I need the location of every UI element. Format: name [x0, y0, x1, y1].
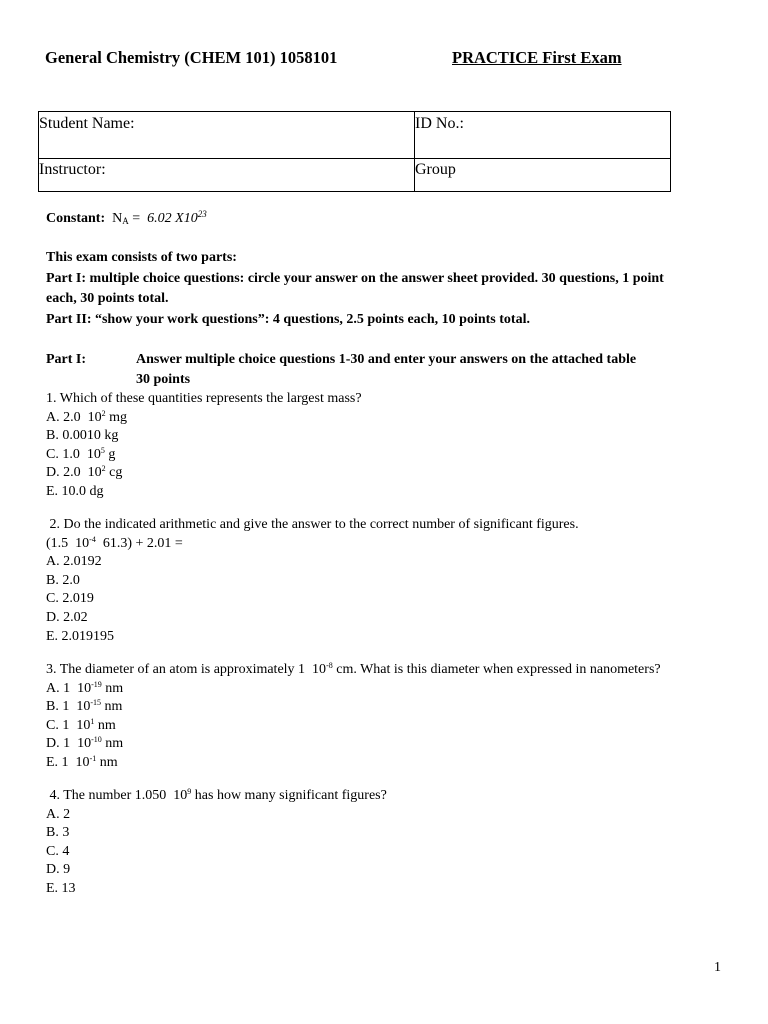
text-run: C. 4 — [46, 843, 70, 859]
instructor-cell — [39, 158, 415, 191]
text-run: nm — [101, 736, 124, 752]
student-name-label: Student Name: — [39, 115, 135, 132]
text-run: B. 3 — [46, 825, 70, 841]
exponent: -15 — [90, 698, 102, 708]
text-run: A. 1 10 — [46, 680, 92, 696]
question-text — [46, 661, 661, 680]
student-name-cell — [39, 112, 415, 159]
text-run: nm — [96, 754, 118, 770]
answer-option — [46, 483, 362, 502]
part1-label: Part I: — [46, 352, 87, 367]
answer-option — [46, 464, 362, 483]
text-run: cm. What is this diameter when expressed in nanometers? — [332, 662, 661, 677]
text-run: E. 13 — [46, 880, 76, 896]
course-title: General Chemistry (CHEM 101) 1058101 — [45, 48, 338, 67]
text-run: 61.3) + 2.01 = — [95, 535, 183, 551]
part1-description-line: Answer multiple choice questions 1-30 and enter your answers on the attached table — [136, 352, 637, 367]
exponent: -10 — [91, 735, 102, 745]
answer-option — [46, 409, 362, 428]
text-run: nm — [94, 717, 116, 733]
question-1 — [46, 390, 362, 502]
text-run: A. 2 — [46, 806, 71, 822]
text-run: B. 2.0 — [46, 572, 80, 588]
question-text — [46, 390, 362, 409]
text-run: 1. Which of these quantities represents the largest mass? — [46, 391, 362, 406]
answer-option — [46, 572, 579, 591]
text-run: B. 0.0010 kg — [46, 428, 119, 444]
group-cell — [415, 158, 671, 191]
answer-option — [46, 843, 387, 862]
answer-option — [46, 609, 579, 628]
exponent: 2 — [101, 464, 106, 474]
constant-label: Constant: — [46, 211, 106, 226]
answer-option — [46, 553, 579, 572]
exponent: 2 — [101, 408, 106, 418]
intro-line: Part II: “show your work questions”: 4 questions, 2.5 points each, 10 points total. — [46, 312, 530, 327]
answer-option — [46, 446, 362, 465]
answer-option — [46, 680, 661, 699]
text-run: E. 2.019195 — [46, 628, 115, 644]
part1-description — [136, 350, 636, 390]
answer-option — [46, 880, 387, 899]
text-run: 2. Do the indicated arithmetic and give the answer to the correct number of significant figures. — [46, 517, 579, 532]
answer-option — [46, 824, 387, 843]
answer-option — [46, 754, 661, 773]
avogadro-constant — [46, 211, 207, 227]
text-run: E. 1 10 — [46, 754, 90, 770]
text-run: E. 10.0 dg — [46, 483, 104, 499]
intro-line: This exam consists of two parts: — [46, 250, 237, 265]
text-run: D. 1 10 — [46, 736, 92, 752]
intro-line: each, 30 points total. — [46, 291, 169, 306]
exponent: -19 — [91, 679, 102, 689]
text-run: D. 2.02 — [46, 609, 88, 625]
intro-line: Part I: multiple choice questions: circle your answer on the answer sheet provided. 30 questions, 1 point — [46, 271, 664, 286]
answer-option — [46, 735, 661, 754]
text-run: 4. The number 1.050 10 — [46, 788, 188, 803]
exponent: -8 — [326, 661, 333, 670]
answer-option — [46, 590, 579, 609]
text-run: nm — [101, 699, 123, 715]
instructor-row — [39, 158, 671, 191]
text-run: mg — [105, 409, 128, 425]
student-info-row — [39, 112, 671, 159]
constant-value: 6.02 X10 — [147, 211, 198, 226]
question-text — [46, 787, 387, 806]
answer-option — [46, 427, 362, 446]
text-run: cg — [105, 465, 123, 481]
text-run: has how many significant figures? — [191, 788, 387, 803]
answer-option — [46, 806, 387, 825]
answer-option — [46, 717, 661, 736]
text-run: D. 9 — [46, 862, 71, 878]
constant-symbol-sub: A — [122, 216, 129, 226]
question-text — [46, 516, 579, 535]
answer-option — [46, 535, 579, 554]
group-label: Group — [415, 160, 456, 178]
constant-symbol: N — [112, 211, 123, 226]
text-run: 3. The diameter of an atom is approximately 1 10 — [46, 662, 327, 677]
exponent: 1 — [90, 716, 95, 726]
constant-equals: = — [128, 211, 144, 226]
exam-title: PRACTICE First Exam — [452, 48, 622, 67]
answer-option — [46, 861, 387, 880]
text-run: C. 1.0 10 — [46, 446, 101, 462]
text-run: (1.5 10 — [46, 535, 90, 551]
exponent: -1 — [89, 753, 97, 763]
answer-option — [46, 628, 579, 647]
exponent: -4 — [89, 534, 96, 544]
question-4 — [46, 787, 387, 899]
text-run: D. 2.0 10 — [46, 465, 102, 481]
text-run: A. 2.0192 — [46, 554, 102, 570]
id-no-cell — [415, 112, 671, 159]
text-run: A. 2.0 10 — [46, 409, 102, 425]
text-run: C. 1 10 — [46, 717, 91, 733]
instructor-label: Instructor: — [39, 160, 106, 178]
exponent: 5 — [100, 445, 105, 455]
exponent: 9 — [187, 787, 192, 796]
part1-points: 30 points — [136, 372, 191, 387]
constant-exponent: 23 — [197, 209, 207, 219]
student-info-table — [38, 111, 671, 192]
text-run: nm — [101, 680, 124, 696]
text-run: C. 2.019 — [46, 591, 94, 607]
answer-option — [46, 698, 661, 717]
question-3 — [46, 661, 661, 773]
text-run: g — [104, 446, 116, 462]
question-2 — [46, 516, 579, 646]
page-number: 1 — [714, 960, 721, 975]
text-run: B. 1 10 — [46, 699, 91, 715]
id-no-label: ID No.: — [415, 115, 464, 132]
